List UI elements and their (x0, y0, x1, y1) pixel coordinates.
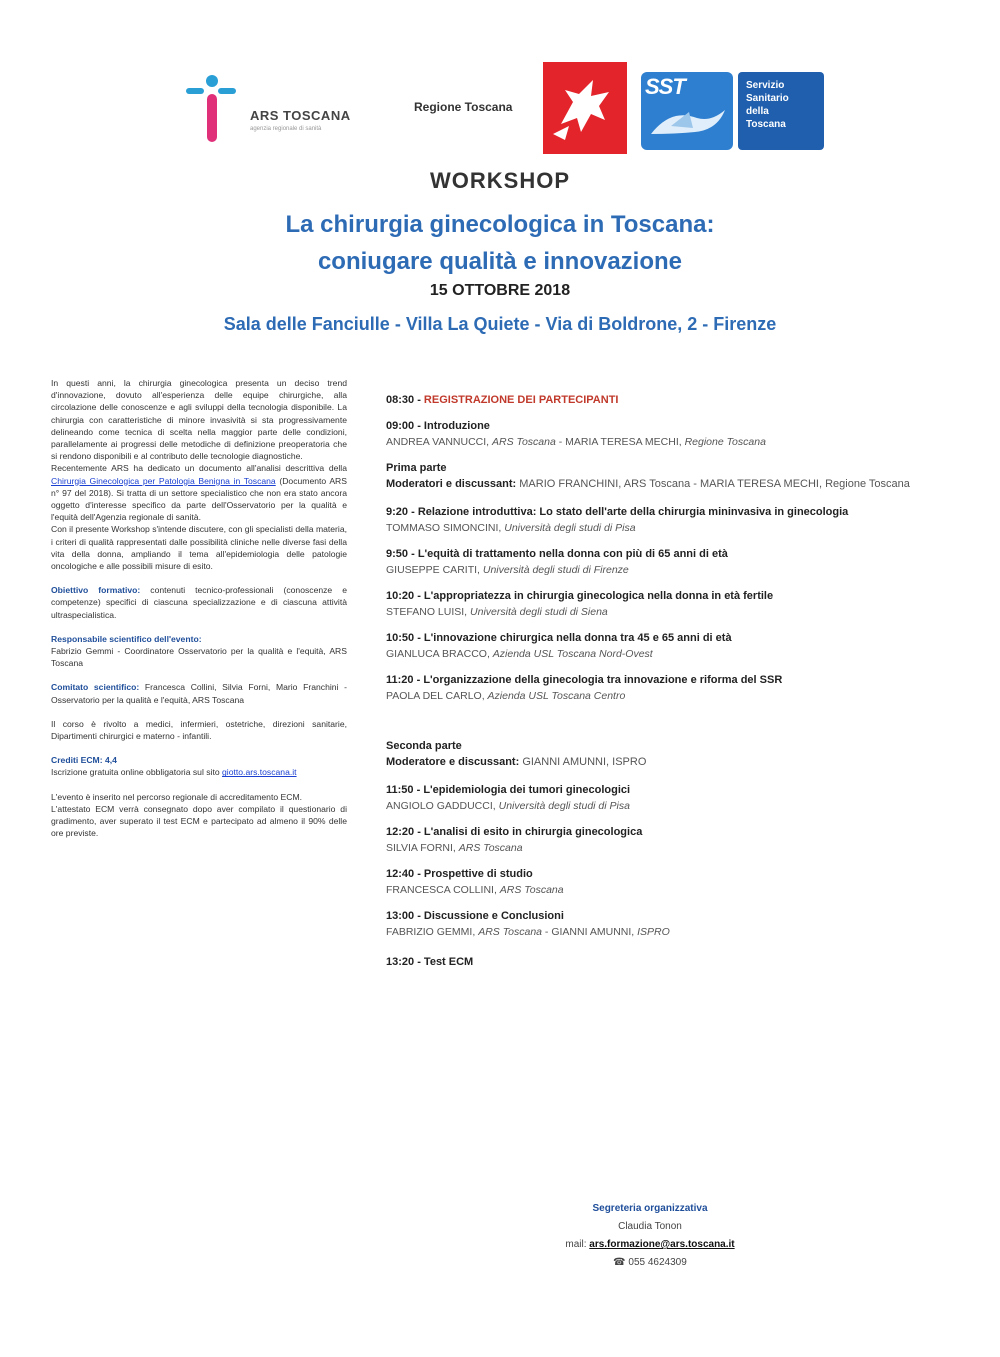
part-two-items (386, 782, 966, 940)
item-speaker: SILVIA FORNI, ARS Toscana (386, 842, 523, 854)
organizer-phone: ☎ 055 4624309 (613, 1257, 687, 1268)
certificate-paragraph: L'attestato ECM verrà consegnato dopo aver compilato il questionario di gradimento, aver superato il test ECM e partecipato ad almeno il 90% delle ore previste. (51, 803, 347, 839)
committee-heading: Comitato scientifico: (51, 682, 140, 693)
committee-paragraph (51, 681, 347, 705)
item-label: REGISTRAZIONE DEI PARTECIPANTI (423, 394, 619, 406)
objective-heading: Obiettivo formativo: (51, 585, 141, 596)
program-item: 12:20 - L'analisi di esito in chirurgia ginecologica SILVIA FORNI, ARS Toscana (386, 824, 966, 856)
sst-logo (641, 72, 733, 150)
item-time: 10:20 (386, 590, 415, 602)
item-time: 13:00 (386, 910, 415, 922)
item-time: 10:50 (386, 632, 415, 644)
document-link[interactable]: Chirurgia Ginecologica per Patologia Benigna in Toscana (51, 475, 276, 486)
objective-text: contenuti tecnico-professionali (conoscenze e competenze) specifici di ciascuna specializzazione e di ciascuna attività ultraspecialistica. (51, 585, 347, 620)
regione-toscana-logo (543, 62, 627, 154)
sst-line: Toscana (746, 119, 786, 130)
item-speaker: TOMMASO SIMONCINI, Università degli studi di Pisa (386, 522, 636, 534)
audience-paragraph: Il corso è rivolto a medici, infermieri, ostetriche, direzioni sanitarie, Dipartimenti chirurgici e materno - infantili. (51, 718, 347, 742)
program-item: 9:50 - L'equità di trattamento nella donna con più di 65 anni di età GIUSEPPE CARITI, Università degli studi di Firenze (386, 546, 966, 578)
item-time: 11:50 (386, 784, 414, 796)
regione-label: Regione Toscana (414, 100, 513, 114)
item-time: 12:20 (386, 826, 415, 838)
recent-paragraph (51, 462, 347, 523)
description-column (51, 377, 347, 840)
objective-paragraph (51, 584, 347, 621)
responsible-paragraph (51, 633, 347, 670)
title-block (0, 168, 1000, 335)
sst-wing-icon (641, 72, 733, 150)
logo-bar (0, 62, 1000, 154)
item-label: Discussione e Conclusioni (423, 910, 564, 922)
item-label: L'equità di trattamento nella donna con più di 65 anni di età (417, 548, 728, 560)
intro-paragraph: In questi anni, la chirurgia ginecologica presenta un deciso trend d'innovazione, dovuto all'esperienza delle equipe chirurgiche, alla circolazione delle conoscenze e agli sviluppi della tecnologia disponibile. La chirurgia con caratteristiche di minore invasività si sta progressivamente delineando come tecnica di scelta nella maggior parte delle condizioni, parallelamente ai progressi delle metodiche di definizione preoperatoria che si rendono disponibili e al contributo delle tecnologie diagnostiche. (51, 378, 347, 462)
item-label: L'analisi di esito in chirurgia ginecologica (423, 826, 643, 838)
program-item: 13:00 - Discussione e Conclusioni FABRIZIO GEMMI, ARS Toscana - GIANNI AMUNNI, ISPRO (386, 908, 966, 940)
recent-prefix: Recentemente ARS ha dedicato un documento all'analisi descrittiva della (51, 463, 347, 474)
item-speaker: PAOLA DEL CARLO, Azienda USL Toscana Centro (386, 690, 626, 702)
item-label: Prospettive di studio (423, 868, 533, 880)
page-title (0, 206, 1000, 280)
program-column (386, 392, 966, 980)
program-item: 9:20 - Relazione introduttiva: Lo stato dell'arte della chirurgia mininvasiva in ginecologia TOMMASO SIMONCINI, Università degli studi di Pisa (386, 504, 966, 536)
accreditation-paragraph: L'evento è inserito nel percorso regionale di accreditamento ECM. (51, 791, 302, 802)
program-item: 09:00 - Introduzione ANDREA VANNUCCI, ARS Toscana - MARIA TERESA MECHI, Regione Toscana (386, 418, 966, 450)
item-time: 08:30 (386, 394, 415, 406)
sst-line: della (746, 106, 769, 117)
item-label: Test ECM (423, 956, 474, 968)
item-label: Relazione introduttiva: Lo stato dell'arte della chirurgia mininvasiva in ginecologia (417, 506, 849, 518)
item-time: 9:50 (386, 548, 409, 560)
item-label: Introduzione (423, 420, 490, 432)
item-time: 09:00 (386, 420, 415, 432)
item-speaker: STEFANO LUISI, Università degli studi di Siena (386, 606, 608, 618)
item-speaker: FRANCESCA COLLINI, ARS Toscana (386, 884, 564, 896)
program-item: 10:50 - L'innovazione chirurgica nella donna tra 45 e 65 anni di età GIANLUCA BRACCO, Azienda USL Toscana Nord-Ovest (386, 630, 966, 662)
ars-toscana-logo (186, 74, 361, 144)
program-item: 11:20 - L'organizzazione della ginecologia tra innovazione e riforma del SSR PAOLA DEL CARLO, Azienda USL Toscana Centro (386, 672, 966, 704)
item-label: L'appropriatezza in chirurgia ginecologica nella donna in età fertile (423, 590, 774, 602)
part-one-moderators: Moderatori e discussant: MARIO FRANCHINI, ARS Toscana - MARIA TERESA MECHI, Regione Toscana (386, 478, 910, 490)
program-item: 10:20 - L'appropriatezza in chirurgia ginecologica nella donna in età fertile STEFANO LUISI, Università degli studi di Siena (386, 588, 966, 620)
part-one-heading: Prima parte (386, 462, 447, 474)
item-speaker: ANGIOLO GADDUCCI, Università degli studi di Pisa (386, 800, 630, 812)
ars-figure-icon (186, 74, 246, 144)
title-line-1: La chirurgia ginecologica in Toscana: (285, 211, 715, 238)
part-two-heading: Seconda parte (386, 740, 462, 752)
phone-icon: ☎ (613, 1257, 629, 1268)
item-speaker: GIANLUCA BRACCO, Azienda USL Toscana Nord-Ovest (386, 648, 653, 660)
sst-full-name (738, 72, 824, 150)
sst-line: Servizio (746, 80, 785, 91)
workshop-label: WORKSHOP (430, 168, 570, 193)
recent-suffix: (Documento ARS n° 97 del 2018). Si tratta di un settore specialistico che non era stato ancora oggetto d'interesse specifico da parte dell'Osservatorio per la qualità e l'equità dell'Agenzia regionale di sanità. (51, 475, 347, 523)
item-time: 13:20 (386, 956, 415, 968)
registration-link[interactable]: giotto.ars.toscana.it (222, 767, 297, 778)
item-time: 12:40 (386, 868, 415, 880)
item-speaker: ANDREA VANNUCCI, ARS Toscana - MARIA TERESA MECHI, Regione Toscana (386, 436, 766, 448)
item-label: L'innovazione chirurgica nella donna tra 45 e 65 anni di età (423, 632, 732, 644)
mail-link[interactable]: ars.formazione@ars.toscana.it (589, 1239, 735, 1250)
item-time: 9:20 (386, 506, 409, 518)
item-time: 11:20 (386, 674, 414, 686)
organizer-mail: mail: ars.formazione@ars.toscana.it (565, 1239, 735, 1250)
ars-name: ARS TOSCANA (250, 108, 351, 123)
program-item: 12:40 - Prospettive di studio FRANCESCA COLLINI, ARS Toscana (386, 866, 966, 898)
program-item: 08:30 - REGISTRAZIONE DEI PARTECIPANTI (386, 394, 619, 406)
sst-line: Sanitario (746, 93, 789, 104)
sst-short: SST (645, 74, 685, 99)
workshop-paragraph: Con il presente Workshop s'intende discutere, con gli specialisti della materia, i criteri di qualità rappresentati dalle possibilità cliniche nelle diverse fasi della vita della donna, ampliando il tema all'epidemiologia delle patologie oncologiche e alle possibili misure di esito. (51, 524, 347, 572)
item-label: L'organizzazione della ginecologia tra innovazione e riforma del SSR (423, 674, 783, 686)
credits-paragraph (51, 754, 347, 778)
organizer-name: Claudia Tonon (618, 1221, 682, 1232)
organizer-heading: Segreteria organizzativa (592, 1203, 708, 1214)
item-speaker: GIUSEPPE CARITI, Università degli studi di Firenze (386, 564, 629, 576)
event-venue: Sala delle Fanciulle - Villa La Quiete - Via di Boldrone, 2 - Firenze (223, 314, 777, 334)
ars-subtitle: agenzia regionale di sanità (250, 126, 322, 132)
responsible-text: Fabrizio Gemmi - Coordinatore Osservatorio per la qualità e l'equità, ARS Toscana (51, 646, 347, 669)
registration-text: Iscrizione gratuita online obbligatoria sul sito (51, 767, 220, 778)
responsible-heading: Responsabile scientifico dell'evento: (51, 633, 202, 644)
part-two-moderators: Moderatore e discussant: GIANNI AMUNNI, ISPRO (386, 756, 647, 768)
title-line-2: coniugare qualità e innovazione (317, 248, 683, 275)
organizer-contact (500, 1200, 800, 1272)
program-item: 11:50 - L'epidemiologia dei tumori ginecologici ANGIOLO GADDUCCI, Università degli studi di Pisa (386, 782, 966, 814)
event-date: 15 OTTOBRE 2018 (429, 282, 571, 299)
item-label: L'epidemiologia dei tumori ginecologici (423, 784, 631, 796)
item-speaker: FABRIZIO GEMMI, ARS Toscana - GIANNI AMUNNI, ISPRO (386, 926, 670, 938)
program-item: 13:20 - Test ECM (386, 956, 474, 968)
pegasus-icon (543, 62, 627, 154)
credits-heading: Crediti ECM: 4,4 (51, 755, 117, 766)
part-one-items (386, 504, 966, 704)
committee-text: Francesca Collini, Silvia Forni, Mario Franchini - Osservatorio per la qualità e l'equità, ARS Toscana (51, 682, 347, 705)
